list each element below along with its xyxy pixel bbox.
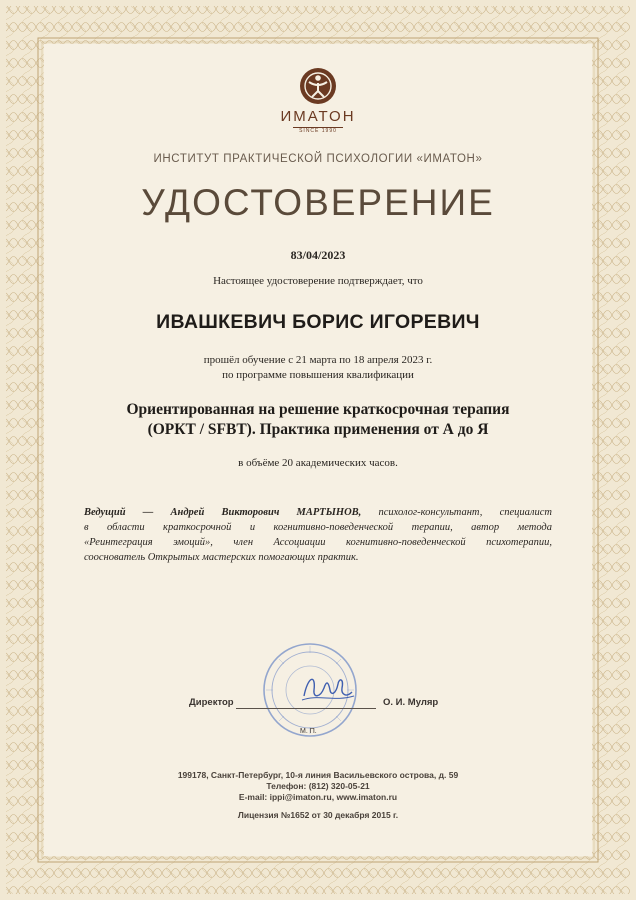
confirm-text: Настоящее удостоверение подтверждает, что bbox=[213, 275, 423, 287]
host-line: в области краткосрочной и когнитивно-поведенческой терапии, автор метода bbox=[84, 522, 552, 533]
phone-line: Телефон: (812) 320-05-21 bbox=[266, 781, 370, 791]
study-line: прошёл обучение с 21 марта по 18 апреля 2023 г. bbox=[203, 354, 433, 366]
person-name: ИВАШКЕВИЧ БОРИС ИГОРЕВИЧ bbox=[156, 311, 480, 333]
host-label: Ведущий — Андрей Викторович МАРТЫНОВ, bbox=[84, 507, 362, 518]
address-block bbox=[0, 770, 636, 803]
institute-name: ИНСТИТУТ ПРАКТИЧЕСКОЙ ПСИХОЛОГИИ «ИМАТОН» bbox=[153, 153, 483, 165]
program-title bbox=[0, 400, 636, 440]
logo-since: SINCE 1990 bbox=[293, 127, 343, 134]
study-line: по программе повышения квалификации bbox=[222, 369, 414, 381]
study-period bbox=[0, 353, 636, 383]
document-title: УДОСТОВЕРЕНИЕ bbox=[141, 182, 495, 223]
logo-name: ИМАТОН bbox=[280, 108, 356, 125]
host-line: сооснователь Открытых мастерских помогающих практик. bbox=[84, 552, 359, 563]
program-line: (ОРКТ / SFBT). Практика применения от А до Я bbox=[147, 421, 489, 438]
imaton-logo-icon bbox=[298, 66, 338, 106]
address-line: 199178, Санкт-Петербург, 10-я линия Васильевского острова, д. 59 bbox=[177, 770, 459, 780]
license-text: Лицензия №1652 от 30 декабря 2015 г. bbox=[237, 810, 399, 820]
host-line: «Реинтеграция эмоций», член Ассоциации когнитивно-поведенческой психотерапии, bbox=[84, 537, 552, 548]
program-line: Ориентированная на решение краткосрочная терапия bbox=[126, 401, 510, 418]
email-line: E-mail: ippi@imaton.ru, www.imaton.ru bbox=[238, 792, 398, 802]
director-label: Директор bbox=[189, 697, 234, 708]
hours-text: в объёме 20 академических часов. bbox=[238, 457, 398, 469]
document-number: 83/04/2023 bbox=[290, 248, 346, 262]
signature-line bbox=[236, 708, 376, 709]
host-line: психолог-консультант, специалист bbox=[378, 507, 552, 518]
director-name: О. И. Муляр bbox=[383, 697, 439, 708]
director-signature bbox=[298, 668, 356, 708]
host-description bbox=[84, 505, 552, 565]
seal-label: М. П. bbox=[300, 728, 317, 735]
